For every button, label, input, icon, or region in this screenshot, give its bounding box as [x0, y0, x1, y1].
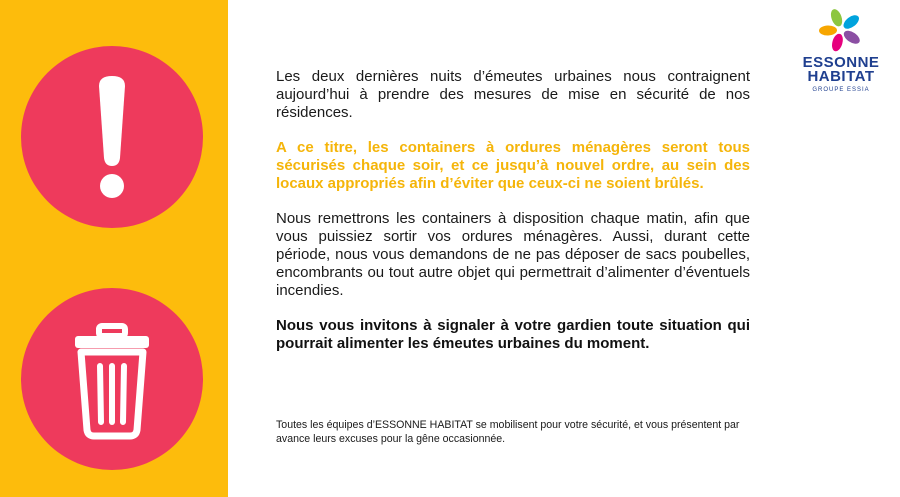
logo-text-habitat: HABITAT	[807, 68, 875, 85]
flower-logo-icon	[818, 8, 864, 52]
alert-circle	[21, 46, 203, 228]
essonne-habitat-logo	[798, 8, 884, 98]
paragraph-intro: Les deux dernières nuits d’émeutes urbaines nous contraignent aujourd’hui à prendre des mesures de mise en sécurité de nos résidences.	[276, 68, 750, 121]
footer-note: Toutes les équipes d’ESSONNE HABITAT se mobilisent pour votre sécurité, et vous présentent par avance leurs excuses pour la gêne occasionnée.	[276, 419, 740, 445]
paragraph-details: Nous remettrons les containers à disposition chaque matin, afin que vous puissiez sortir vos ordures ménagères. Aussi, durant cette période, nous vous demandons de ne pas déposer de sacs poubelles, encombrants ou tout autre objet qui permettrait d’alimenter d’éventuels incendies.	[276, 210, 750, 299]
exclamation-icon	[21, 46, 203, 228]
left-color-band	[0, 0, 228, 497]
paragraph-call-to-action: Nous vous invitons à signaler à votre gardien toute situation qui pourrait alimenter les émeutes urbaines du moment.	[276, 317, 750, 352]
notice-body	[276, 68, 750, 370]
trash-circle	[21, 288, 203, 470]
trash-can-icon	[21, 288, 203, 470]
logo-text-essonne: ESSONNE	[802, 54, 880, 71]
paragraph-highlight: A ce titre, les containers à ordures ménagères seront tous sécurisés chaque soir, et ce jusqu’à nouvel ordre, au sein des locaux appropriés afin d’éviter que ceux-ci ne soient brûlés.	[276, 139, 750, 192]
logo-text-groupe: GROUPE ESSIA	[812, 87, 870, 93]
